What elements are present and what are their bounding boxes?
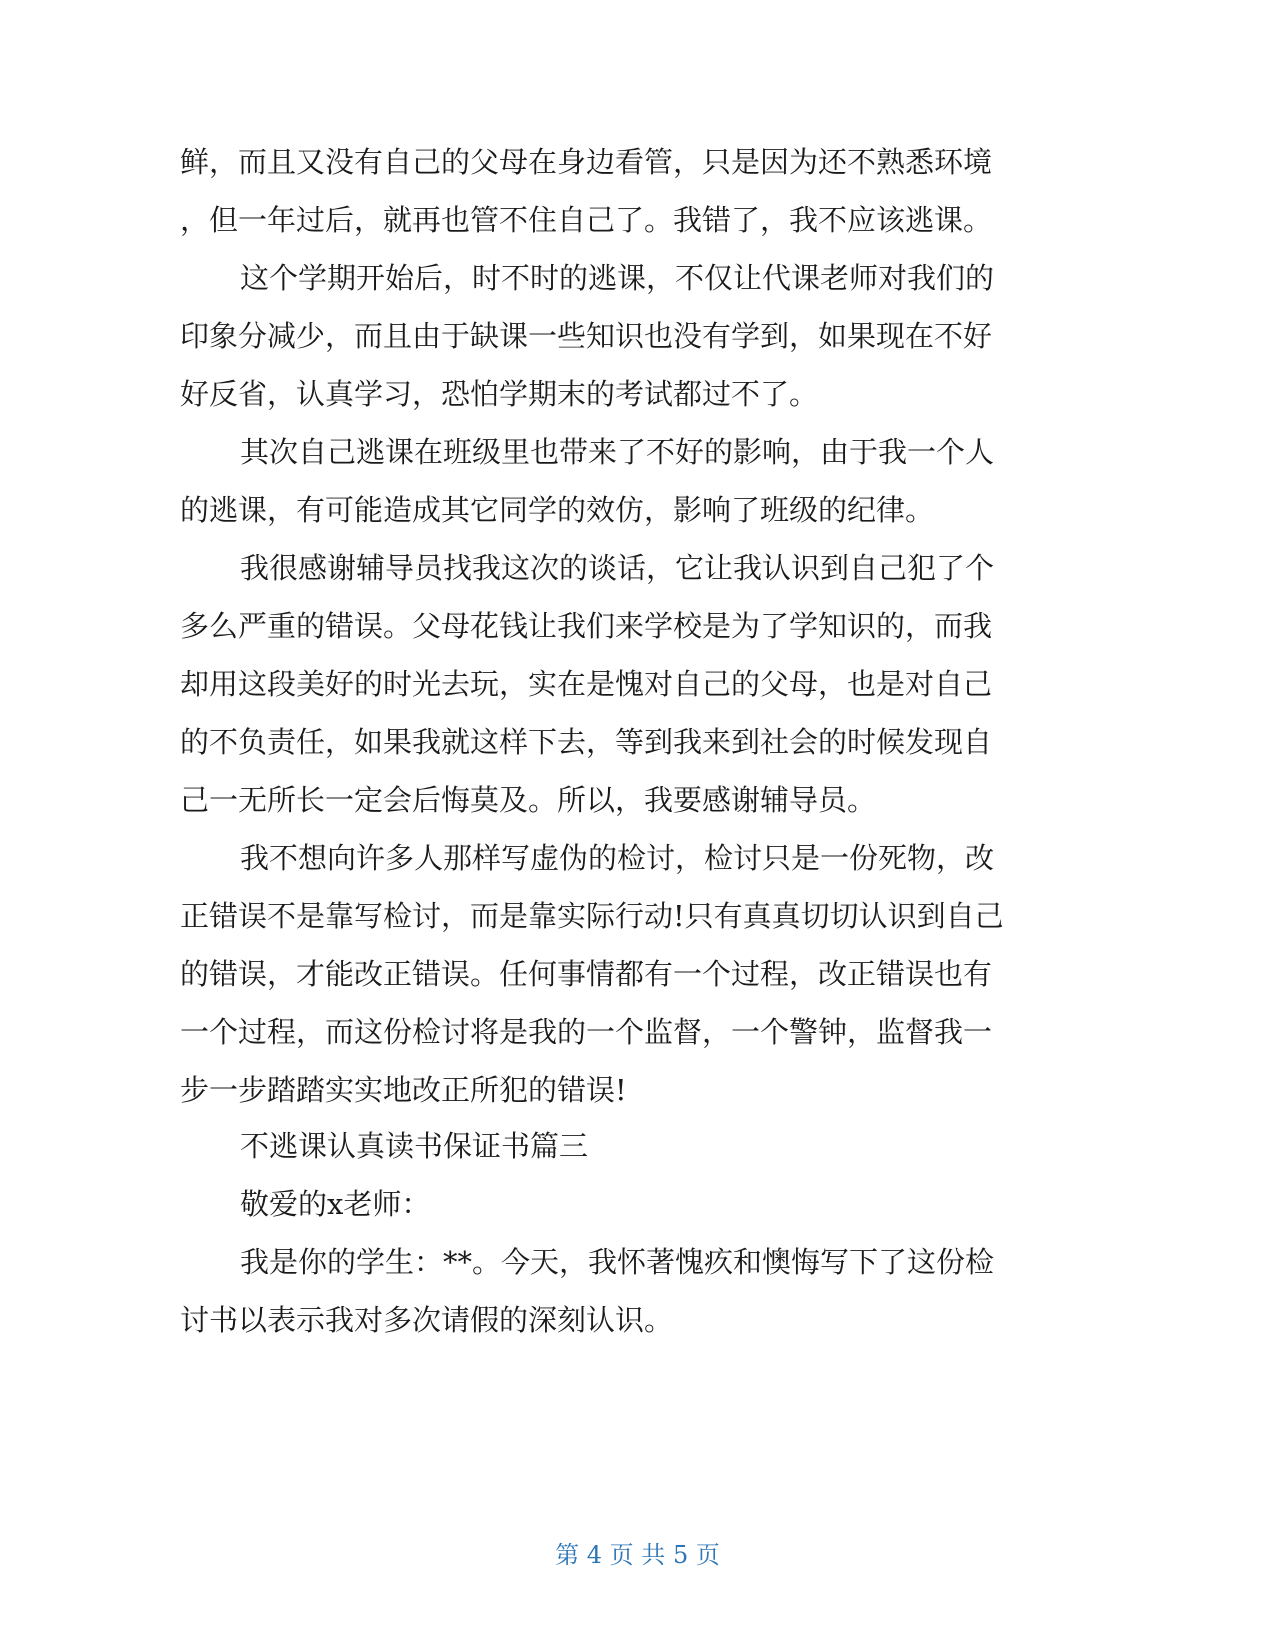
- page-number-footer: 第 4 页 共 5 页: [555, 1541, 720, 1569]
- text-line: 的错误，才能改正错误。任何事情都有一个过程，改正错误也有: [180, 957, 993, 991]
- paragraph-start-line: 我很感谢辅导员找我这次的谈话，它让我认识到自己犯了个: [240, 551, 995, 585]
- text-line: 正错误不是靠写检讨，而是靠实际行动!只有真真切切认识到自己: [180, 899, 1004, 933]
- text-line: 鲜，而且又没有自己的父母在身边看管，只是因为还不熟悉环境: [180, 145, 993, 179]
- paragraph-start-line: 我不想向许多人那样写虚伪的检讨，检讨只是一份死物，改: [240, 841, 995, 875]
- text-line: 讨书以表示我对多次请假的深刻认识。: [180, 1303, 674, 1337]
- text-line: 己一无所长一定会后悔莫及。所以，我要感谢辅导员。: [180, 783, 877, 817]
- paragraph-start-line: 这个学期开始后，时不时的逃课，不仅让代课老师对我们的: [240, 261, 995, 295]
- text-line: 一个过程，而这份检讨将是我的一个监督，一个警钟，监督我一: [180, 1015, 993, 1049]
- salutation: 敬爱的x老师：: [240, 1187, 431, 1221]
- text-line: 却用这段美好的时光去玩，实在是愧对自己的父母，也是对自己: [180, 667, 993, 701]
- text-line: 印象分减少，而且由于缺课一些知识也没有学到，如果现在不好: [180, 319, 993, 353]
- text-line: 的不负责任，如果我就这样下去，等到我来到社会的时候发现自: [180, 725, 993, 759]
- text-line: 好反省，认真学习，恐怕学期末的考试都过不了。: [180, 377, 819, 411]
- text-line: 步一步踏踏实实地改正所犯的错误!: [180, 1073, 627, 1107]
- text-line: 的逃课，有可能造成其它同学的效仿，影响了班级的纪律。: [180, 493, 935, 527]
- section-heading: 不逃课认真读书保证书篇三: [240, 1129, 589, 1163]
- paragraph-start-line: 我是你的学生：**。今天，我怀著愧疚和懊悔写下了这份检: [240, 1245, 995, 1279]
- text-line: ，但一年过后，就再也管不住自己了。我错了，我不应该逃课。: [180, 203, 993, 237]
- paragraph-start-line: 其次自己逃课在班级里也带来了不好的影响，由于我一个人: [240, 435, 995, 469]
- text-line: 多么严重的错误。父母花钱让我们来学校是为了学知识的，而我: [180, 609, 993, 643]
